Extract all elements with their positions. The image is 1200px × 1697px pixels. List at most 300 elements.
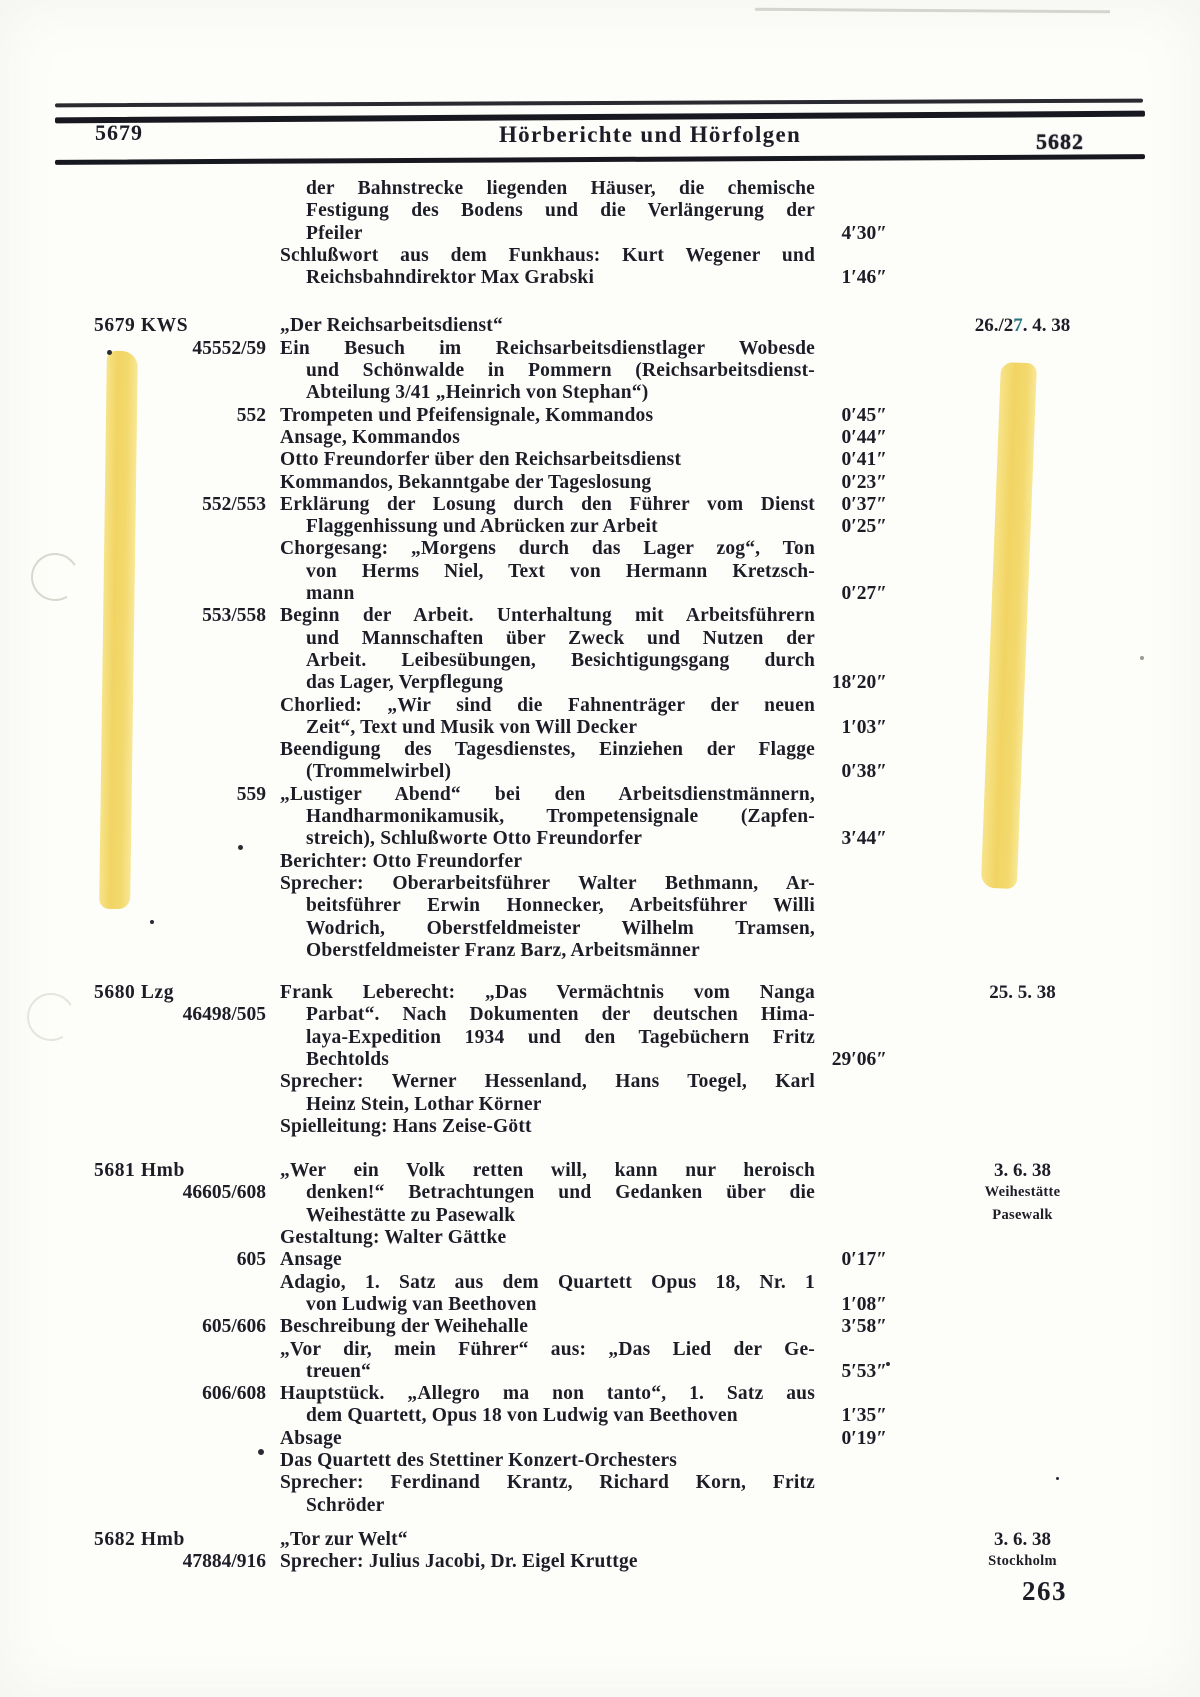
line-text: von Ludwig van Beethoven	[306, 1293, 537, 1315]
header-rule-bottom	[55, 154, 1145, 165]
duration	[815, 1160, 895, 1182]
line-text: denken!“ Betrachtungen und Gedanken über die	[306, 1182, 815, 1204]
line-text: Reichsbahndirektor Max Grabski	[306, 267, 595, 289]
broadcast-date	[895, 360, 1110, 382]
record-number: 553/558	[202, 605, 266, 627]
duration	[815, 1027, 895, 1049]
record-number: 46498/505	[182, 1004, 266, 1026]
duration	[815, 605, 895, 627]
record-number	[90, 695, 280, 717]
line-text: von Herms Niel, Text von Hermann Kretzsch-	[306, 560, 815, 582]
broadcast-date	[895, 1383, 1110, 1405]
broadcast-date	[895, 200, 1110, 222]
broadcast-date	[895, 605, 1110, 627]
broadcast-date	[895, 1272, 1110, 1294]
line-text: Zeit“, Text und Musik von Will Decker	[306, 716, 638, 738]
line-text: Parbat“. Nach Dokumenten der deutschen Hima-	[306, 1004, 815, 1026]
broadcast-date	[895, 338, 1110, 360]
duration	[815, 1472, 895, 1494]
catalog-line	[90, 1116, 1110, 1138]
line-text: streich), Schlußworte Otto Freundorfer	[306, 828, 643, 850]
record-number	[90, 672, 280, 694]
entry-id: 5681 Hmb	[94, 1160, 185, 1182]
catalog-line	[90, 828, 1110, 850]
duration: 0′17″	[841, 1249, 887, 1271]
record-number	[90, 717, 280, 739]
catalog-line	[90, 1094, 1110, 1116]
catalog-line	[90, 223, 1110, 245]
broadcast-date	[895, 449, 1110, 471]
broadcast-date	[895, 1027, 1110, 1049]
broadcast-date	[895, 1249, 1110, 1271]
duration	[815, 918, 895, 940]
catalog-line	[90, 895, 1110, 917]
broadcast-date	[895, 739, 1110, 761]
duration	[815, 1227, 895, 1249]
broadcast-date	[895, 806, 1110, 828]
line-text: Sprecher: Oberarbeitsführer Walter Bethmann, Ar-	[280, 872, 815, 894]
hole-punch-mark	[22, 988, 80, 1046]
catalog-line	[90, 200, 1110, 222]
broadcast-date	[895, 245, 1110, 267]
broadcast-date	[895, 382, 1110, 404]
record-number	[90, 360, 280, 382]
broadcast-date	[895, 873, 1110, 895]
line-text: das Lager, Verpflegung	[306, 672, 504, 694]
line-text: Frank Leberecht: „Das Vermächtnis vom Nanga	[280, 982, 815, 1004]
line-text: Oberstfeldmeister Franz Barz, Arbeitsmänner	[306, 939, 700, 961]
catalog-line	[90, 1272, 1110, 1294]
broadcast-date: 25. 5. 38	[989, 982, 1056, 1004]
record-number	[90, 895, 280, 917]
catalog-line	[90, 1495, 1110, 1517]
line-text: Gestaltung: Walter Gättke	[280, 1227, 507, 1249]
catalog-line	[90, 851, 1110, 873]
catalog-line	[90, 1205, 1110, 1227]
record-number	[90, 1227, 280, 1249]
duration: 0′23″	[841, 471, 887, 493]
broadcast-date	[895, 561, 1110, 583]
catalog-line	[90, 628, 1110, 650]
duration	[815, 1205, 895, 1227]
duration	[815, 1272, 895, 1294]
duration	[815, 940, 895, 962]
line-text: Weihestätte zu Pasewalk	[306, 1204, 516, 1226]
record-number	[90, 1116, 280, 1138]
duration: 0′44″	[841, 426, 887, 448]
record-number	[90, 245, 280, 267]
line-text: mann	[306, 583, 355, 605]
duration	[815, 1551, 895, 1573]
catalog-line	[90, 1027, 1110, 1049]
handwritten-correction: 7	[1013, 315, 1023, 337]
line-text: Adagio, 1. Satz aus dem Quartett Opus 18, Nr. 1	[280, 1271, 815, 1293]
line-text: Otto Freundorfer über den Reichsarbeitsdienst	[280, 449, 682, 471]
record-number	[90, 628, 280, 650]
catalog-line	[90, 982, 1110, 1004]
record-number	[90, 1405, 280, 1427]
broadcast-date	[895, 940, 1110, 962]
duration	[815, 628, 895, 650]
record-number	[90, 1272, 280, 1294]
broadcast-date	[895, 1405, 1110, 1427]
duration	[815, 178, 895, 200]
duration: 1′35″	[841, 1405, 887, 1427]
line-text: Das Quartett des Stettiner Konzert-Orchesters	[280, 1450, 678, 1472]
duration	[815, 338, 895, 360]
catalog-line	[90, 784, 1110, 806]
duration	[815, 739, 895, 761]
line-text: Trompeten und Pfeifensignale, Kommandos	[280, 404, 654, 426]
catalog-line	[90, 516, 1110, 538]
header-left-code: 5679	[95, 120, 143, 145]
broadcast-date	[895, 1316, 1110, 1338]
broadcast-date	[895, 1227, 1110, 1249]
catalog-line	[90, 1227, 1110, 1249]
catalog-line	[90, 605, 1110, 627]
record-number	[90, 178, 280, 200]
record-number: 552	[236, 404, 266, 426]
line-text: und Mannschaften über Zweck und Nutzen der	[306, 627, 815, 649]
line-text: Ein Besuch im Reichsarbeitsdienstlager Wobesde	[280, 337, 815, 359]
line-text: Absage	[280, 1427, 342, 1449]
record-number	[90, 1472, 280, 1494]
duration	[815, 806, 895, 828]
broadcast-date	[895, 1428, 1110, 1450]
line-text: Sprecher: Ferdinand Krantz, Richard Korn, Fritz	[280, 1472, 815, 1494]
record-number	[90, 427, 280, 449]
duration	[815, 895, 895, 917]
duration: 0′37″	[841, 493, 887, 515]
record-number	[90, 828, 280, 850]
record-number: 45552/59	[192, 337, 266, 359]
catalog-line	[90, 360, 1110, 382]
broadcast-date	[895, 1361, 1110, 1383]
broadcast-date	[895, 1450, 1110, 1472]
line-text: dem Quartett, Opus 18 von Ludwig van Beethoven	[306, 1405, 738, 1427]
duration: 0′25″	[841, 516, 887, 538]
location-note: Stockholm	[988, 1553, 1057, 1570]
record-number: 606/608	[202, 1383, 266, 1405]
line-text: Chorlied: „Wir sind die Fahnenträger der neuen	[280, 694, 815, 716]
line-text: Chorgesang: „Morgens durch das Lager zog“, Ton	[280, 538, 815, 560]
catalog-line	[90, 940, 1110, 962]
record-number	[90, 583, 280, 605]
record-number	[90, 739, 280, 761]
duration: 1′08″	[841, 1293, 887, 1315]
broadcast-date	[895, 1339, 1110, 1361]
catalog-line	[90, 717, 1110, 739]
broadcast-date	[895, 223, 1110, 245]
line-text: Bechtolds	[306, 1048, 390, 1070]
duration: 1′46″	[841, 267, 887, 289]
broadcast-date	[895, 1049, 1110, 1071]
broadcast-date	[895, 1094, 1110, 1116]
line-text: Spielleitung: Hans Zeise-Gött	[280, 1115, 532, 1137]
duration	[815, 1383, 895, 1405]
duration	[815, 1450, 895, 1472]
catalog-line	[90, 1071, 1110, 1093]
duration	[815, 695, 895, 717]
header-right-code: 5682	[1036, 129, 1084, 154]
record-number	[90, 1094, 280, 1116]
record-number	[90, 561, 280, 583]
catalog-line	[90, 1049, 1110, 1071]
duration	[815, 1071, 895, 1093]
duration	[815, 1116, 895, 1138]
location-note: Weihestätte	[984, 1184, 1061, 1201]
line-text: Sprecher: Werner Hessenland, Hans Toegel, Karl	[280, 1071, 815, 1093]
duration: 0′45″	[841, 404, 887, 426]
duration	[815, 982, 895, 1004]
duration	[815, 538, 895, 560]
catalog-line	[90, 1004, 1110, 1026]
line-text: Schröder	[306, 1494, 385, 1516]
duration	[815, 245, 895, 267]
catalog-line	[90, 538, 1110, 560]
broadcast-date	[895, 628, 1110, 650]
record-number	[90, 1205, 280, 1227]
record-number: 605/606	[202, 1316, 266, 1338]
line-text: Erklärung der Losung durch den Führer vom Dienst	[280, 493, 815, 515]
catalog-line	[90, 806, 1110, 828]
duration	[815, 561, 895, 583]
record-number	[90, 1450, 280, 1472]
page-number: 263	[1022, 1576, 1067, 1606]
duration	[815, 1094, 895, 1116]
duration	[815, 1339, 895, 1361]
catalog-rows	[90, 178, 1110, 1574]
catalog-line	[90, 245, 1110, 267]
broadcast-date	[895, 1294, 1110, 1316]
catalog-line	[90, 382, 1110, 404]
line-text: Flaggenhissung und Abrücken zur Arbeit	[306, 516, 658, 538]
record-number	[90, 1428, 280, 1450]
record-number	[90, 449, 280, 471]
broadcast-date	[895, 1472, 1110, 1494]
catalog-line	[90, 1361, 1110, 1383]
line-text: „Wer ein Volk retten will, kann nur heroisch	[280, 1160, 815, 1182]
broadcast-date	[895, 717, 1110, 739]
record-number	[90, 806, 280, 828]
line-text: Hauptstück. „Allegro ma non tanto“, 1. Satz aus	[280, 1383, 815, 1405]
line-text: „Der Reichsarbeitsdienst“	[280, 315, 503, 337]
duration: 3′44″	[841, 828, 887, 850]
broadcast-date	[895, 828, 1110, 850]
line-text: „Vor dir, mein Führer“ aus: „Das Lied der Ge-	[280, 1338, 815, 1360]
catalog-line	[90, 761, 1110, 783]
catalog-line	[90, 338, 1110, 360]
line-text: und Schönwalde in Pommern (Reichsarbeitsdienst-	[306, 360, 815, 382]
catalog-line	[90, 1182, 1110, 1204]
record-number	[90, 1071, 280, 1093]
broadcast-date	[895, 516, 1110, 538]
catalog-line	[90, 427, 1110, 449]
entry-id: 5682 Hmb	[94, 1528, 185, 1550]
duration	[815, 315, 895, 337]
line-text: beitsführer Erwin Honnecker, Arbeitsführer Willi	[306, 895, 815, 917]
record-number: 605	[236, 1249, 266, 1271]
catalog-line	[90, 1160, 1110, 1182]
entry-id: 5680 Lzg	[94, 982, 175, 1004]
header-rule-top	[55, 99, 1143, 108]
catalog-line	[90, 1428, 1110, 1450]
broadcast-date	[895, 1116, 1110, 1138]
line-text: treuen“	[306, 1360, 371, 1382]
catalog-line	[90, 178, 1110, 200]
duration	[815, 1495, 895, 1517]
duration: 4′30″	[841, 222, 887, 244]
line-text: Schlußwort aus dem Funkhaus: Kurt Wegener und	[280, 244, 815, 266]
line-text: Pfeiler	[306, 222, 363, 244]
catalog-line	[90, 267, 1110, 289]
catalog-line	[90, 1529, 1110, 1551]
broadcast-date	[895, 695, 1110, 717]
catalog-line	[90, 873, 1110, 895]
catalog-line	[90, 1551, 1110, 1573]
broadcast-date	[895, 583, 1110, 605]
record-number	[90, 1495, 280, 1517]
broadcast-date	[895, 672, 1110, 694]
record-number	[90, 1361, 280, 1383]
line-text: Kommandos, Bekanntgabe der Tageslosung	[280, 471, 652, 493]
record-number	[90, 516, 280, 538]
broadcast-date: 3. 6. 38	[994, 1160, 1051, 1182]
record-number	[90, 267, 280, 289]
location-note: Pasewalk	[992, 1206, 1053, 1223]
duration	[815, 784, 895, 806]
catalog-line	[90, 1316, 1110, 1338]
line-text: Sprecher: Julius Jacobi, Dr. Eigel Kruttge	[280, 1551, 638, 1573]
record-number	[90, 1339, 280, 1361]
catalog-line	[90, 1405, 1110, 1427]
catalog-line	[90, 315, 1110, 337]
broadcast-date	[895, 784, 1110, 806]
duration	[815, 1529, 895, 1551]
record-number	[90, 873, 280, 895]
broadcast-date: 3. 6. 38	[994, 1528, 1051, 1550]
duration: 1′03″	[841, 716, 887, 738]
broadcast-date	[895, 472, 1110, 494]
catalog-line	[90, 918, 1110, 940]
broadcast-date	[895, 918, 1110, 940]
line-text: Abteilung 3/41 „Heinrich von Stephan“)	[306, 382, 649, 404]
duration: 18′20″	[831, 672, 887, 694]
catalog-line	[90, 1472, 1110, 1494]
record-number: 559	[236, 783, 266, 805]
broadcast-date	[895, 1495, 1110, 1517]
catalog-line	[90, 1339, 1110, 1361]
duration: 0′27″	[841, 583, 887, 605]
line-text: Heinz Stein, Lothar Körner	[306, 1093, 542, 1115]
catalog-line	[90, 561, 1110, 583]
catalog-line	[90, 672, 1110, 694]
broadcast-date	[895, 650, 1110, 672]
record-number	[90, 538, 280, 560]
broadcast-date	[895, 851, 1110, 873]
broadcast-date	[895, 1071, 1110, 1093]
line-text: Beschreibung der Weihehalle	[280, 1316, 529, 1338]
catalog-line	[90, 1383, 1110, 1405]
duration	[815, 382, 895, 404]
record-number	[90, 382, 280, 404]
scan-artifact-line	[755, 8, 1110, 13]
broadcast-date	[895, 494, 1110, 516]
duration: 0′41″	[841, 449, 887, 471]
broadcast-date	[895, 538, 1110, 560]
duration: 0′19″	[841, 1427, 887, 1449]
duration: 3′58″	[841, 1316, 887, 1338]
record-number	[90, 472, 280, 494]
catalog-line	[90, 739, 1110, 761]
duration	[815, 1182, 895, 1204]
record-number	[90, 650, 280, 672]
record-number	[90, 200, 280, 222]
line-text: Wodrich, Oberstfeldmeister Wilhelm Tramsen,	[306, 917, 815, 939]
record-number	[90, 1027, 280, 1049]
catalog-line	[90, 472, 1110, 494]
broadcast-date	[895, 405, 1110, 427]
catalog-line	[90, 583, 1110, 605]
broadcast-date	[895, 427, 1110, 449]
catalog-line	[90, 494, 1110, 516]
line-text: Arbeit. Leibesübungen, Besichtigungsgang durch	[306, 649, 815, 671]
catalog-line	[90, 650, 1110, 672]
line-text: der Bahnstrecke liegenden Häuser, die chemische	[306, 178, 815, 199]
scan-speck	[1140, 656, 1144, 660]
record-number: 552/553	[202, 493, 266, 515]
page-title: Hörberichte und Hörfolgen	[498, 122, 802, 147]
record-number	[90, 940, 280, 962]
record-number	[90, 851, 280, 873]
duration	[815, 873, 895, 895]
broadcast-date	[895, 1004, 1110, 1026]
duration: 5′53″	[841, 1360, 887, 1382]
broadcast-date	[895, 267, 1110, 289]
duration	[815, 1004, 895, 1026]
record-number	[90, 918, 280, 940]
line-text: Festigung des Bodens und die Verlängerung der	[306, 200, 815, 222]
duration	[815, 200, 895, 222]
line-text: laya-Expedition 1934 und den Tagebüchern Fritz	[306, 1026, 815, 1048]
record-number	[90, 1049, 280, 1071]
broadcast-date	[895, 761, 1110, 783]
line-text: (Trommelwirbel)	[306, 761, 452, 783]
duration: 29′06″	[831, 1048, 887, 1070]
entry-id: 5679 KWS	[94, 315, 189, 337]
line-text: Ansage, Kommandos	[280, 426, 461, 448]
line-text: „Tor zur Welt“	[280, 1528, 408, 1550]
record-number	[90, 223, 280, 245]
catalog-line	[90, 695, 1110, 717]
duration	[815, 650, 895, 672]
line-text: Beginn der Arbeit. Unterhaltung mit Arbeitsführern	[280, 605, 815, 627]
record-number: 47884/916	[182, 1551, 266, 1573]
line-text: Handharmonikamusik, Trompetensignale (Zapfen-	[306, 806, 815, 828]
line-text: „Lustiger Abend“ bei den Arbeitsdienstmännern,	[280, 783, 815, 805]
record-number	[90, 1294, 280, 1316]
broadcast-date	[895, 895, 1110, 917]
record-number: 46605/608	[182, 1182, 266, 1204]
line-text: Ansage	[280, 1249, 342, 1271]
duration	[815, 851, 895, 873]
catalog-line	[90, 1249, 1110, 1271]
catalog-line	[90, 449, 1110, 471]
broadcast-date	[895, 178, 1110, 200]
catalog-line	[90, 405, 1110, 427]
duration: 0′38″	[841, 761, 887, 783]
line-text: Beendigung des Tagesdienstes, Einziehen der Flagge	[280, 739, 815, 761]
